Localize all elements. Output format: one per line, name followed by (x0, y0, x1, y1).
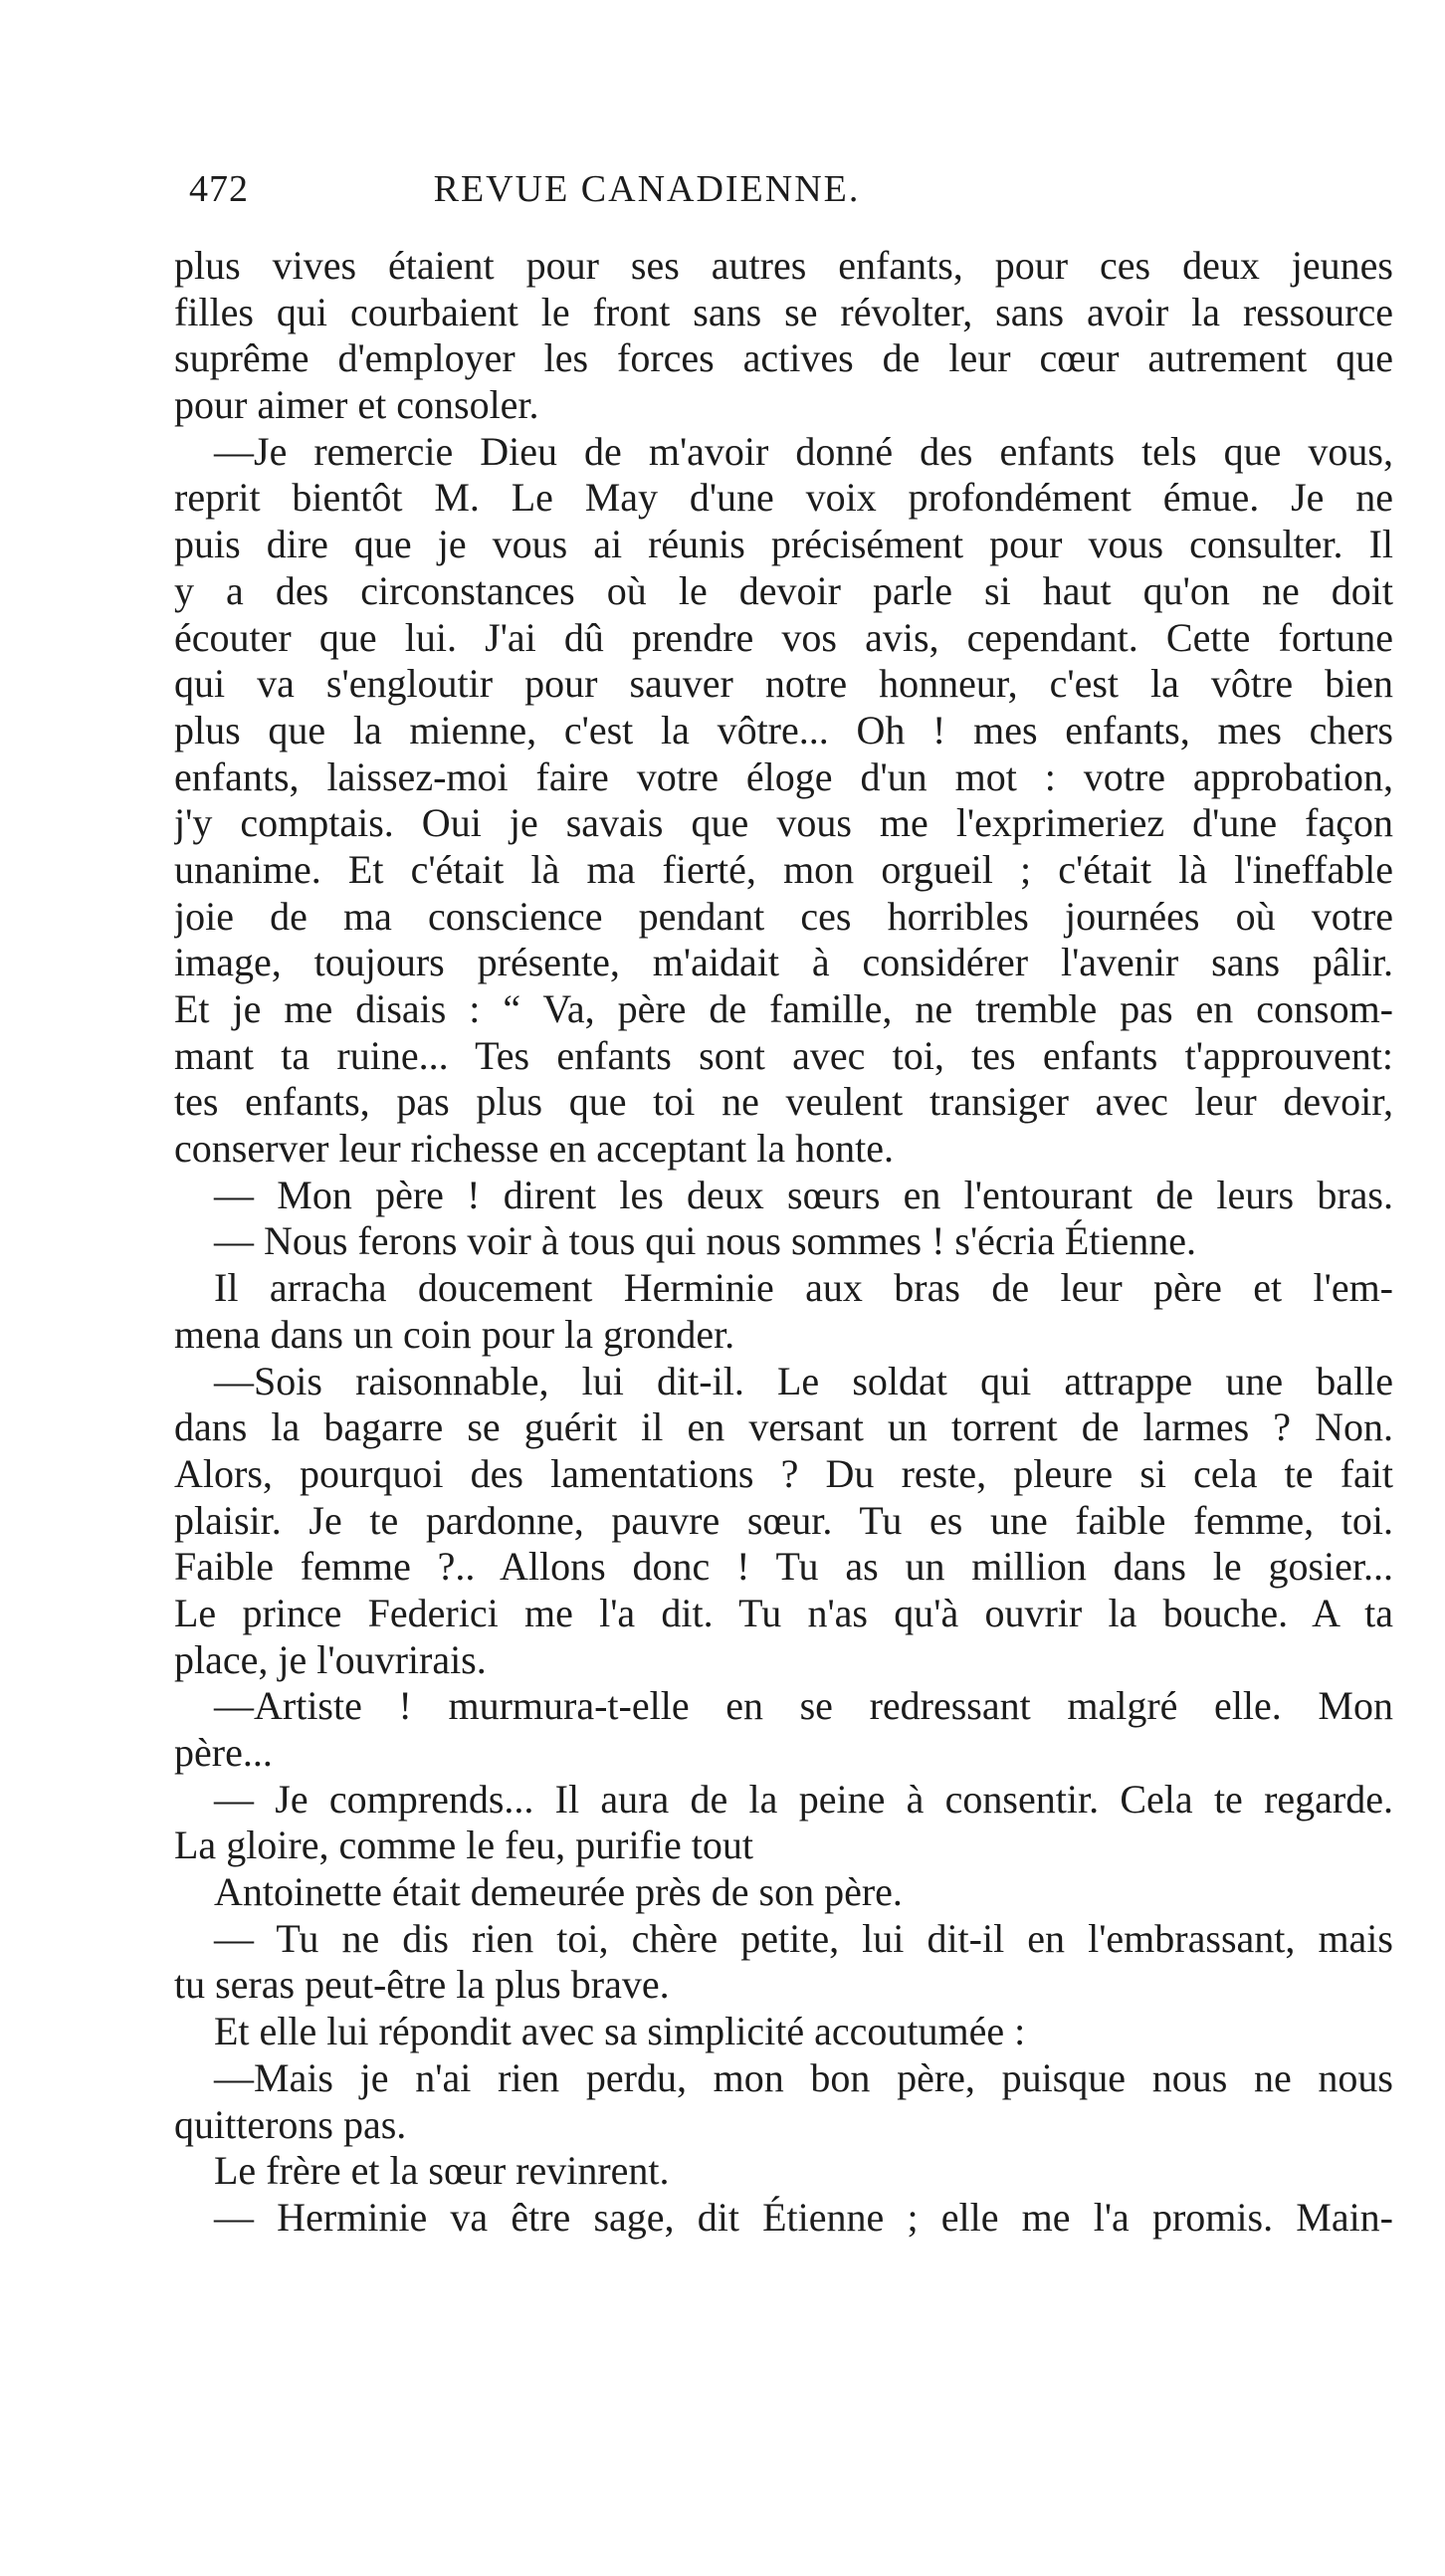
text-line: Et elle lui répondit avec sa simplicité accoutumée : (214, 2009, 1026, 2054)
text-line: j'y comptais. Oui je savais que vous me l'exprimeriez d'une façon (174, 800, 1393, 846)
text-line: Et je me disais : “ Va, père de famille, ne tremble pas en consom- (174, 986, 1393, 1031)
text-line: enfants, laissez-moi faire votre éloge d'un mot : votre approbation, (174, 753, 1393, 799)
text-line: —Sois raisonnable, lui dit-il. Le soldat qui attrappe une balle (214, 1358, 1393, 1403)
text-line: pour aimer et consoler. (174, 382, 539, 428)
text-line: La gloire, comme le feu, purifie tout (174, 1823, 754, 1868)
page-number: 472 (189, 168, 249, 210)
running-title: REVUE CANADIENNE. (433, 168, 861, 210)
text-line: qui va s'engloutir pour sauver notre honneur, c'est la vôtre bien (174, 661, 1393, 707)
text-line: — Herminie va être sage, dit Étienne ; elle me l'a promis. Main- (214, 2194, 1393, 2240)
text-line: Alors, pourquoi des lamentations ? Du reste, pleure si cela te fait (174, 1450, 1393, 1496)
text-line: Il arracha doucement Herminie aux bras de leur père et l'em- (214, 1265, 1393, 1311)
text-line: Faible femme ?.. Allons donc ! Tu as un million dans le gosier... (174, 1544, 1393, 1590)
text-line: reprit bientôt M. Le May d'une voix profondément émue. Je ne (174, 475, 1393, 521)
text-line: Le prince Federici me l'a dit. Tu n'as qu'à ouvrir la bouche. A ta (174, 1590, 1393, 1635)
text-line: plus vives étaient pour ses autres enfants, pour ces deux jeunes (174, 243, 1393, 288)
text-line: conserver leur richesse en acceptant la honte. (174, 1126, 894, 1172)
body-text (174, 243, 1393, 2242)
text-line: y a des circonstances où le devoir parle si haut qu'on ne doit (174, 567, 1393, 613)
text-line: place, je l'ouvrirais. (174, 1636, 487, 1682)
text-line: image, toujours présente, m'aidait à considérer l'avenir sans pâlir. (174, 940, 1393, 985)
text-line: — Je comprends... Il aura de la peine à consentir. Cela te regarde. (214, 1776, 1393, 1822)
text-line: unanime. Et c'était là ma fierté, mon orgueil ; c'était là l'ineffable (174, 846, 1393, 892)
text-line: — Nous ferons voir à tous qui nous sommes ! s'écria Étienne. (214, 1218, 1197, 1264)
text-line: Le frère et la sœur revinrent. (214, 2148, 670, 2194)
page-header (189, 167, 1035, 217)
text-line: mant ta ruine... Tes enfants sont avec toi, tes enfants t'approuvent: (174, 1032, 1393, 1078)
text-line: —Mais je n'ai rien perdu, mon bon père, puisque nous ne nous (214, 2054, 1393, 2100)
text-line: —Artiste ! murmura-t-elle en se redressant malgré elle. Mon (214, 1683, 1393, 1729)
text-line: — Tu ne dis rien toi, chère petite, lui dit-il en l'embrassant, mais (214, 1915, 1393, 1961)
text-line: plus que la mienne, c'est la vôtre... Oh ! mes enfants, mes chers (174, 707, 1393, 752)
text-line: quitterons pas. (174, 2101, 407, 2147)
text-line: tu seras peut-être la plus brave. (174, 1962, 670, 2008)
text-line: écouter que lui. J'ai dû prendre vos avis, cependant. Cette fortune (174, 614, 1393, 660)
text-line: Antoinette était demeurée près de son père. (214, 1869, 903, 1915)
text-line: mena dans un coin pour la gronder. (174, 1311, 735, 1357)
text-line: puis dire que je vous ai réunis précisément pour vous consulter. Il (174, 522, 1393, 567)
text-line: dans la bagarre se guérit il en versant un torrent de larmes ? Non. (174, 1404, 1393, 1450)
text-line: plaisir. Je te pardonne, pauvre sœur. Tu es une faible femme, toi. (174, 1497, 1393, 1543)
text-line: suprême d'employer les forces actives de leur cœur autrement que (174, 335, 1393, 381)
text-line: père... (174, 1730, 273, 1775)
text-line: tes enfants, pas plus que toi ne veulent transiger avec leur devoir, (174, 1079, 1393, 1125)
text-line: filles qui courbaient le front sans se révolter, sans avoir la ressource (174, 289, 1393, 334)
text-line: — Mon père ! dirent les deux sœurs en l'entourant de leurs bras. (214, 1172, 1393, 1217)
text-line: —Je remercie Dieu de m'avoir donné des enfants tels que vous, (214, 428, 1393, 474)
text-line: joie de ma conscience pendant ces horribles journées où votre (174, 893, 1393, 939)
